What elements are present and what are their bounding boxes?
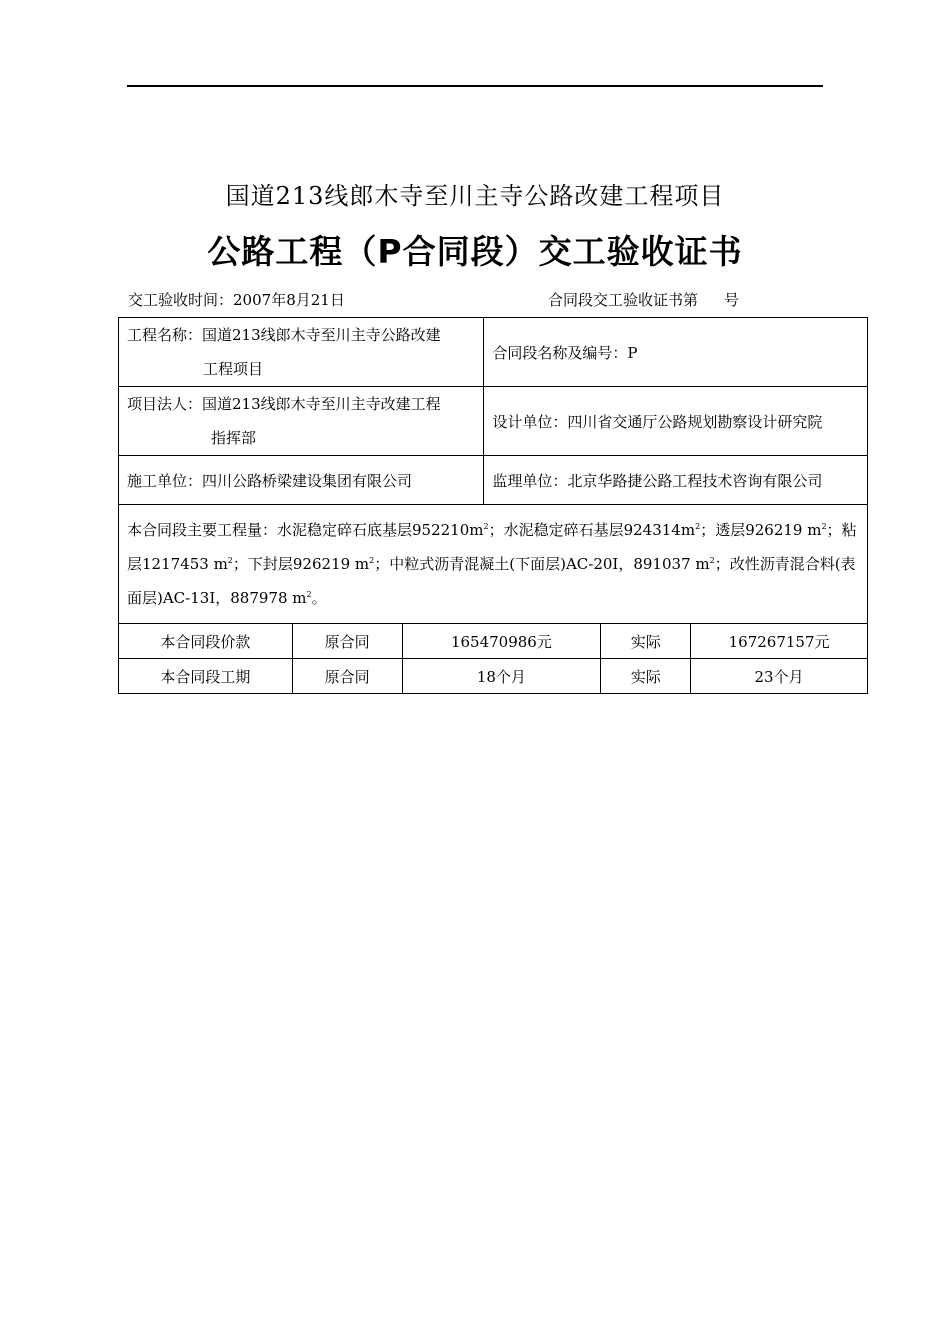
document-title: 公路工程（P合同段）交工验收证书 [207, 232, 743, 271]
project-name-cell [119, 318, 484, 387]
price-label: 本合同段价款 [119, 624, 293, 659]
superscript: 2 [821, 522, 827, 531]
quantities-cell [119, 505, 868, 624]
legal-person-label: 项目法人： [127, 395, 203, 413]
period-actual-label: 实际 [601, 659, 691, 694]
quantities-text: ；透层926219 m [700, 521, 822, 539]
table-row [119, 387, 868, 456]
superscript: 2 [709, 556, 715, 565]
header-rule [127, 85, 823, 87]
construction-unit-cell: 施工单位：四川公路桥梁建设集团有限公司 [119, 456, 484, 505]
legal-person-line1 [127, 387, 475, 421]
price-actual-label: 实际 [601, 624, 691, 659]
legal-person-cell [119, 387, 484, 456]
supervision-unit-cell: 监理单位：北京华路捷公路工程技术咨询有限公司 [484, 456, 868, 505]
legal-person-line2: 指挥部 [211, 429, 257, 447]
period-actual-value: 23个月 [691, 659, 868, 694]
quantities-text: ；下封层926219 m [232, 555, 370, 573]
period-original-value: 18个月 [402, 659, 601, 694]
project-name-line2: 工程项目 [203, 360, 264, 378]
superscript: 2 [227, 556, 233, 565]
legal-person-value: 国道213线郎木寺至川主寺改建工程 [202, 395, 441, 413]
quantities-text: ；粘层1217453 m [127, 521, 857, 573]
design-unit-cell: 设计单位：四川省交通厅公路规划勘察设计研究院 [484, 387, 868, 456]
table-row [119, 659, 868, 694]
price-original-label: 原合同 [292, 624, 402, 659]
project-name-label: 工程名称： [127, 326, 203, 344]
price-actual-value: 167267157元 [691, 624, 868, 659]
period-original-label: 原合同 [292, 659, 402, 694]
table-row [119, 624, 868, 659]
acceptance-time-label: 交工验收时间： [128, 291, 234, 309]
table-row [119, 456, 868, 505]
quantities-text: 本合同段主要工程量：水泥稳定碎石底基层952210m [127, 521, 484, 539]
superscript: 2 [306, 590, 312, 599]
certificate-number-prefix: 合同段交工验收证书第 [548, 291, 699, 309]
quantities-text: ；中粒式沥青混凝土(下面层)AC-20I，891037 m [374, 555, 710, 573]
table-row [119, 318, 868, 387]
quantities-text: ；改性沥青混合料(表面层)AC-13I，887978 m [127, 555, 856, 607]
certificate-number [548, 289, 739, 310]
acceptance-time-value: 2007年8月21日 [233, 291, 345, 309]
period-label: 本合同段工期 [119, 659, 293, 694]
superscript: 2 [695, 522, 701, 531]
quantities-text: ；水泥稳定碎石基层924314m [488, 521, 696, 539]
price-original-value: 165470986元 [402, 624, 601, 659]
certificate-number-suffix: 号 [724, 291, 740, 309]
contract-section-cell: 合同段名称及编号：P [484, 318, 868, 387]
document-subtitle: 国道213线郎木寺至川主寺公路改建工程项目 [225, 182, 725, 210]
quantities-text: 。 [311, 589, 327, 607]
project-name-line1 [127, 318, 475, 352]
acceptance-time [128, 289, 345, 310]
project-name-value: 国道213线郎木寺至川主寺公路改建 [202, 326, 441, 344]
superscript: 2 [369, 556, 375, 565]
table-row [119, 505, 868, 624]
superscript: 2 [483, 522, 489, 531]
certificate-table [118, 317, 868, 694]
